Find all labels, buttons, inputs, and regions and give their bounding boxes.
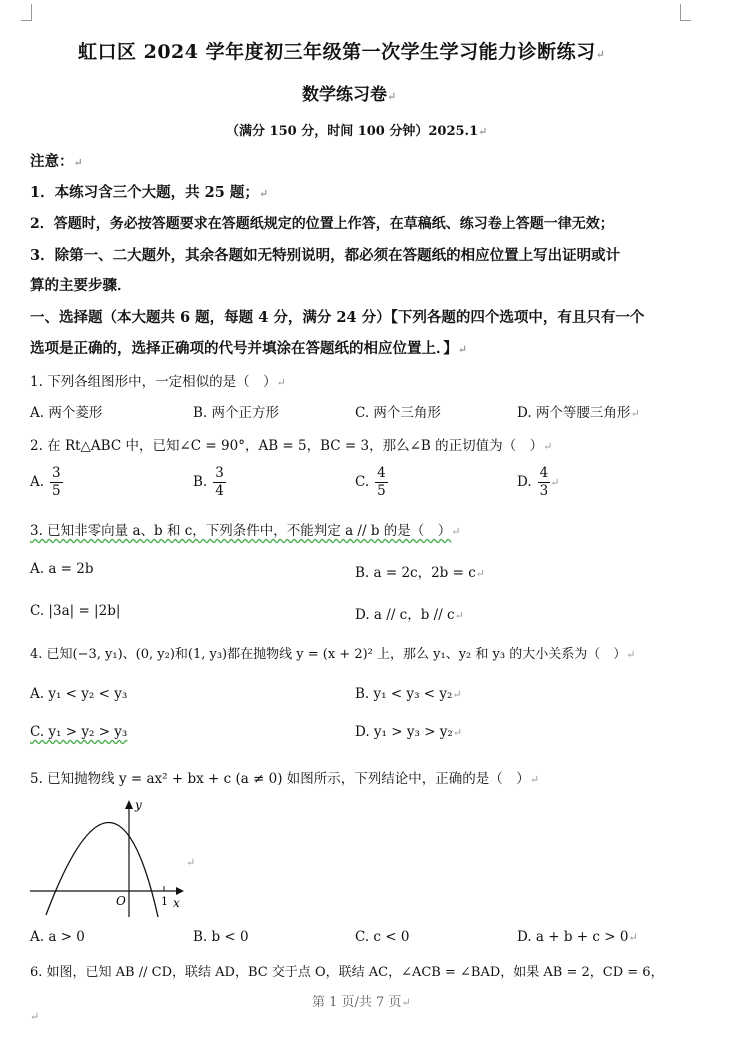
q5-parabola-graph — [28, 795, 198, 920]
q2-option-d: D. $\frac{4}{3}$ ↵ — [517, 465, 560, 499]
section-1-instruction: 选项是正确的，选择正确项的代号并填涂在答题纸的相应位置上．】↵ — [30, 340, 467, 357]
trailing-para-mark: ↵ — [30, 1010, 40, 1023]
q2-stem: 2. 在 Rt△ABC 中，已知∠C = 90°，AB = 5，BC = 3，那么∠B 的正切值为（ ）↵ — [30, 438, 553, 454]
q1-option-b: B. 两个正方形 — [193, 405, 280, 421]
q5-graph-para-mark: ↵ — [186, 856, 196, 869]
y-axis-arrow — [125, 800, 133, 809]
q3-option-d: D. a // c，b // c↵ — [355, 607, 464, 623]
q3-option-c: C. |3a| = |2b| — [30, 603, 121, 619]
y-axis-label: y — [135, 798, 142, 812]
q4-stem: 4. 已知(−3, y₁)、(0, y₂)和(1, y₃)都在抛物线 y = (x + 2)² 上，那么 y₁、y₂ 和 y₃ 的大小关系为（ ）↵ — [30, 647, 636, 662]
corner-mark-right — [680, 4, 691, 21]
note-3-line2: 算的主要步骤． — [30, 277, 132, 294]
page-footer: 第 1 页/共 7 页↵ — [312, 995, 411, 1010]
q1-stem: 1. 下列各组图形中，一定相似的是（ ）↵ — [30, 374, 286, 390]
q1-option-c: C. 两个三角形 — [355, 405, 441, 421]
q5-option-a: A. a > 0 — [30, 929, 85, 945]
x-axis-arrow — [176, 887, 184, 895]
q5-option-b: B. b < 0 — [193, 929, 249, 945]
q5-option-d: D. a + b + c > 0↵ — [517, 929, 638, 945]
tick-1-label: 1 — [161, 895, 168, 908]
q4-option-c: C. y₁ > y₂ > y₃ — [30, 724, 128, 740]
q5-option-c: C. c < 0 — [355, 929, 410, 945]
q3-stem: 3. 已知非零向量 a、b 和 c，下列条件中，不能判定 a // b 的是（ ）↵ — [30, 523, 461, 539]
q4-option-a: A. y₁ < y₂ < y₃ — [30, 686, 128, 702]
x-axis-label: x — [173, 896, 180, 910]
q3-option-b: B. a = 2c，2b = c↵ — [355, 565, 486, 581]
notes-heading: 注意：↵ — [30, 153, 83, 170]
q2-option-c: C. $\frac{4}{5}$ — [355, 465, 386, 499]
parabola-curve — [46, 822, 158, 917]
corner-mark-left — [21, 4, 32, 21]
note-3-line1: 3．除第一、二大题外，其余各题如无特别说明，都必须在答题纸的相应位置上写出证明或计 — [30, 247, 621, 264]
q4-option-d: D. y₁ > y₃ > y₂↵ — [355, 724, 463, 740]
q1-option-d: D. 两个等腰三角形↵ — [517, 405, 640, 421]
origin-label: O — [116, 894, 126, 908]
q2-option-b: B. $\frac{3}{4}$ — [193, 465, 224, 499]
q2-option-a: A. $\frac{3}{5}$ — [30, 465, 61, 499]
q1-option-a: A. 两个菱形 — [30, 405, 103, 421]
exam-info: （满分 150 分，时间 100 分钟）2025.1↵ — [226, 124, 488, 139]
q3-option-a: A. a = 2b — [30, 561, 94, 577]
exam-title: 虹口区 2024 学年度初三年级第一次学生学习能力诊断练习↵ — [78, 41, 606, 63]
q4-option-b: B. y₁ < y₃ < y₂↵ — [355, 686, 462, 702]
note-1: 1．本练习含三个大题，共 25 题；↵ — [30, 184, 269, 201]
q6-stem: 6. 如图，已知 AB // CD，联结 AD，BC 交于点 O，联结 AC，∠ACB = ∠BAD，如果 AB = 2，CD = 6， — [30, 965, 664, 980]
note-2: 2．答题时，务必按答题要求在答题纸规定的位置上作答，在草稿纸、练习卷上答题一律无效； — [30, 216, 614, 232]
section-1-heading: 一、选择题（本大题共 6 题，每题 4 分，满分 24 分）【下列各题的四个选项中，有且只有一个 — [30, 309, 645, 326]
exam-subtitle: 数学练习卷↵ — [302, 85, 397, 105]
q5-stem: 5. 已知抛物线 y = ax² + bx + c (a ≠ 0) 如图所示，下列结论中，正确的是（ ）↵ — [30, 771, 540, 787]
